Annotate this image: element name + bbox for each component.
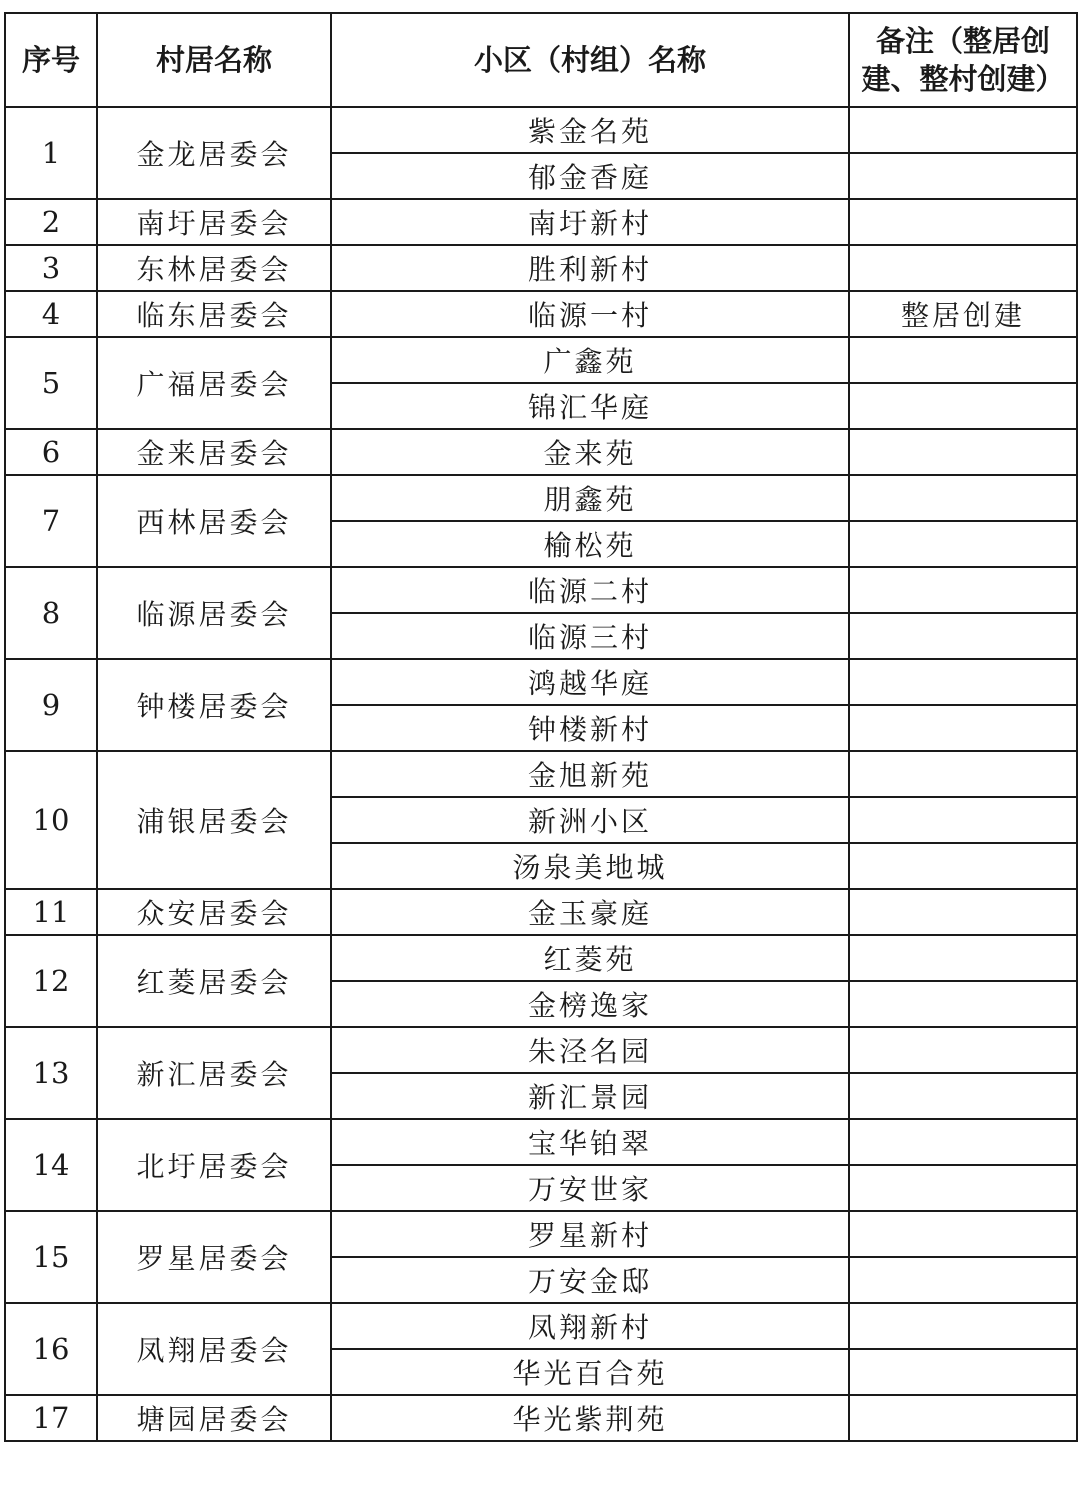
committee-name-cell: 塘园居委会 — [97, 1395, 331, 1441]
table-row — [5, 1211, 1077, 1257]
community-name-cell: 华光紫荆苑 — [331, 1395, 849, 1441]
community-name-cell: 金玉豪庭 — [331, 889, 849, 935]
note-cell — [849, 1027, 1077, 1073]
note-cell — [849, 1257, 1077, 1303]
committee-name-cell: 众安居委会 — [97, 889, 331, 935]
row-seq-cell: 11 — [5, 889, 97, 935]
row-seq-cell: 5 — [5, 337, 97, 429]
community-name-cell: 新汇景园 — [331, 1073, 849, 1119]
note-cell — [849, 1165, 1077, 1211]
row-seq-cell: 2 — [5, 199, 97, 245]
community-name-cell: 胜利新村 — [331, 245, 849, 291]
committee-name-cell: 临东居委会 — [97, 291, 331, 337]
row-seq-cell: 7 — [5, 475, 97, 567]
table-row — [5, 889, 1077, 935]
table-row — [5, 567, 1077, 613]
committee-name-cell: 新汇居委会 — [97, 1027, 331, 1119]
community-table — [4, 12, 1078, 1442]
community-name-cell: 榆松苑 — [331, 521, 849, 567]
table-row — [5, 1119, 1077, 1165]
note-cell — [849, 337, 1077, 383]
community-name-cell: 红菱苑 — [331, 935, 849, 981]
table-row — [5, 429, 1077, 475]
community-name-cell: 凤翔新村 — [331, 1303, 849, 1349]
row-seq-cell: 10 — [5, 751, 97, 889]
row-seq-cell: 17 — [5, 1395, 97, 1441]
committee-name-cell: 罗星居委会 — [97, 1211, 331, 1303]
table-row — [5, 1395, 1077, 1441]
note-cell — [849, 889, 1077, 935]
table-row — [5, 1303, 1077, 1349]
note-cell — [849, 107, 1077, 153]
community-name-cell: 金榜逸家 — [331, 981, 849, 1027]
table-header — [5, 13, 1077, 107]
table-row — [5, 659, 1077, 705]
note-cell — [849, 429, 1077, 475]
note-cell — [849, 153, 1077, 199]
community-name-cell: 万安世家 — [331, 1165, 849, 1211]
community-name-cell: 万安金邸 — [331, 1257, 849, 1303]
committee-name-cell: 浦银居委会 — [97, 751, 331, 889]
community-name-cell: 汤泉美地城 — [331, 843, 849, 889]
community-name-cell: 钟楼新村 — [331, 705, 849, 751]
table-body — [5, 107, 1077, 1441]
committee-name-cell: 北圩居委会 — [97, 1119, 331, 1211]
note-cell — [849, 475, 1077, 521]
community-name-cell: 临源三村 — [331, 613, 849, 659]
row-seq-cell: 1 — [5, 107, 97, 199]
row-seq-cell: 12 — [5, 935, 97, 1027]
community-name-cell: 宝华铂翠 — [331, 1119, 849, 1165]
table-row — [5, 245, 1077, 291]
header-committee-name: 村居名称 — [97, 13, 331, 107]
note-cell — [849, 199, 1077, 245]
community-name-cell: 金来苑 — [331, 429, 849, 475]
community-name-cell: 临源二村 — [331, 567, 849, 613]
community-name-cell: 华光百合苑 — [331, 1349, 849, 1395]
community-name-cell: 罗星新村 — [331, 1211, 849, 1257]
committee-name-cell: 广福居委会 — [97, 337, 331, 429]
table-row — [5, 199, 1077, 245]
header-row — [5, 13, 1077, 107]
note-cell — [849, 1119, 1077, 1165]
document-page — [4, 12, 1078, 1442]
note-cell — [849, 659, 1077, 705]
row-seq-cell: 15 — [5, 1211, 97, 1303]
community-name-cell: 朋鑫苑 — [331, 475, 849, 521]
note-cell — [849, 1395, 1077, 1441]
community-name-cell: 朱泾名园 — [331, 1027, 849, 1073]
community-name-cell: 新洲小区 — [331, 797, 849, 843]
community-name-cell: 南圩新村 — [331, 199, 849, 245]
row-seq-cell: 3 — [5, 245, 97, 291]
committee-name-cell: 临源居委会 — [97, 567, 331, 659]
table-row — [5, 1027, 1077, 1073]
note-cell — [849, 613, 1077, 659]
community-name-cell: 广鑫苑 — [331, 337, 849, 383]
committee-name-cell: 钟楼居委会 — [97, 659, 331, 751]
note-cell — [849, 1073, 1077, 1119]
table-row — [5, 751, 1077, 797]
committee-name-cell: 东林居委会 — [97, 245, 331, 291]
note-cell — [849, 567, 1077, 613]
committee-name-cell: 西林居委会 — [97, 475, 331, 567]
row-seq-cell: 6 — [5, 429, 97, 475]
community-name-cell: 锦汇华庭 — [331, 383, 849, 429]
note-cell — [849, 1303, 1077, 1349]
note-cell — [849, 843, 1077, 889]
row-seq-cell: 9 — [5, 659, 97, 751]
table-row — [5, 291, 1077, 337]
community-name-cell: 临源一村 — [331, 291, 849, 337]
table-row — [5, 935, 1077, 981]
note-cell — [849, 935, 1077, 981]
header-seq: 序号 — [5, 13, 97, 107]
table-row — [5, 475, 1077, 521]
note-cell — [849, 383, 1077, 429]
note-cell — [849, 521, 1077, 567]
community-name-cell: 金旭新苑 — [331, 751, 849, 797]
committee-name-cell: 凤翔居委会 — [97, 1303, 331, 1395]
note-cell: 整居创建 — [849, 291, 1077, 337]
note-cell — [849, 751, 1077, 797]
note-cell — [849, 245, 1077, 291]
header-community-name: 小区（村组）名称 — [331, 13, 849, 107]
note-cell — [849, 1349, 1077, 1395]
table-row — [5, 337, 1077, 383]
note-cell — [849, 1211, 1077, 1257]
note-cell — [849, 981, 1077, 1027]
header-note: 备注（整居创建、整村创建） — [849, 13, 1077, 107]
committee-name-cell: 金龙居委会 — [97, 107, 331, 199]
row-seq-cell: 4 — [5, 291, 97, 337]
community-name-cell: 紫金名苑 — [331, 107, 849, 153]
committee-name-cell: 南圩居委会 — [97, 199, 331, 245]
community-name-cell: 鸿越华庭 — [331, 659, 849, 705]
note-cell — [849, 705, 1077, 751]
committee-name-cell: 红菱居委会 — [97, 935, 331, 1027]
row-seq-cell: 16 — [5, 1303, 97, 1395]
row-seq-cell: 14 — [5, 1119, 97, 1211]
committee-name-cell: 金来居委会 — [97, 429, 331, 475]
row-seq-cell: 8 — [5, 567, 97, 659]
note-cell — [849, 797, 1077, 843]
table-row — [5, 107, 1077, 153]
community-name-cell: 郁金香庭 — [331, 153, 849, 199]
row-seq-cell: 13 — [5, 1027, 97, 1119]
